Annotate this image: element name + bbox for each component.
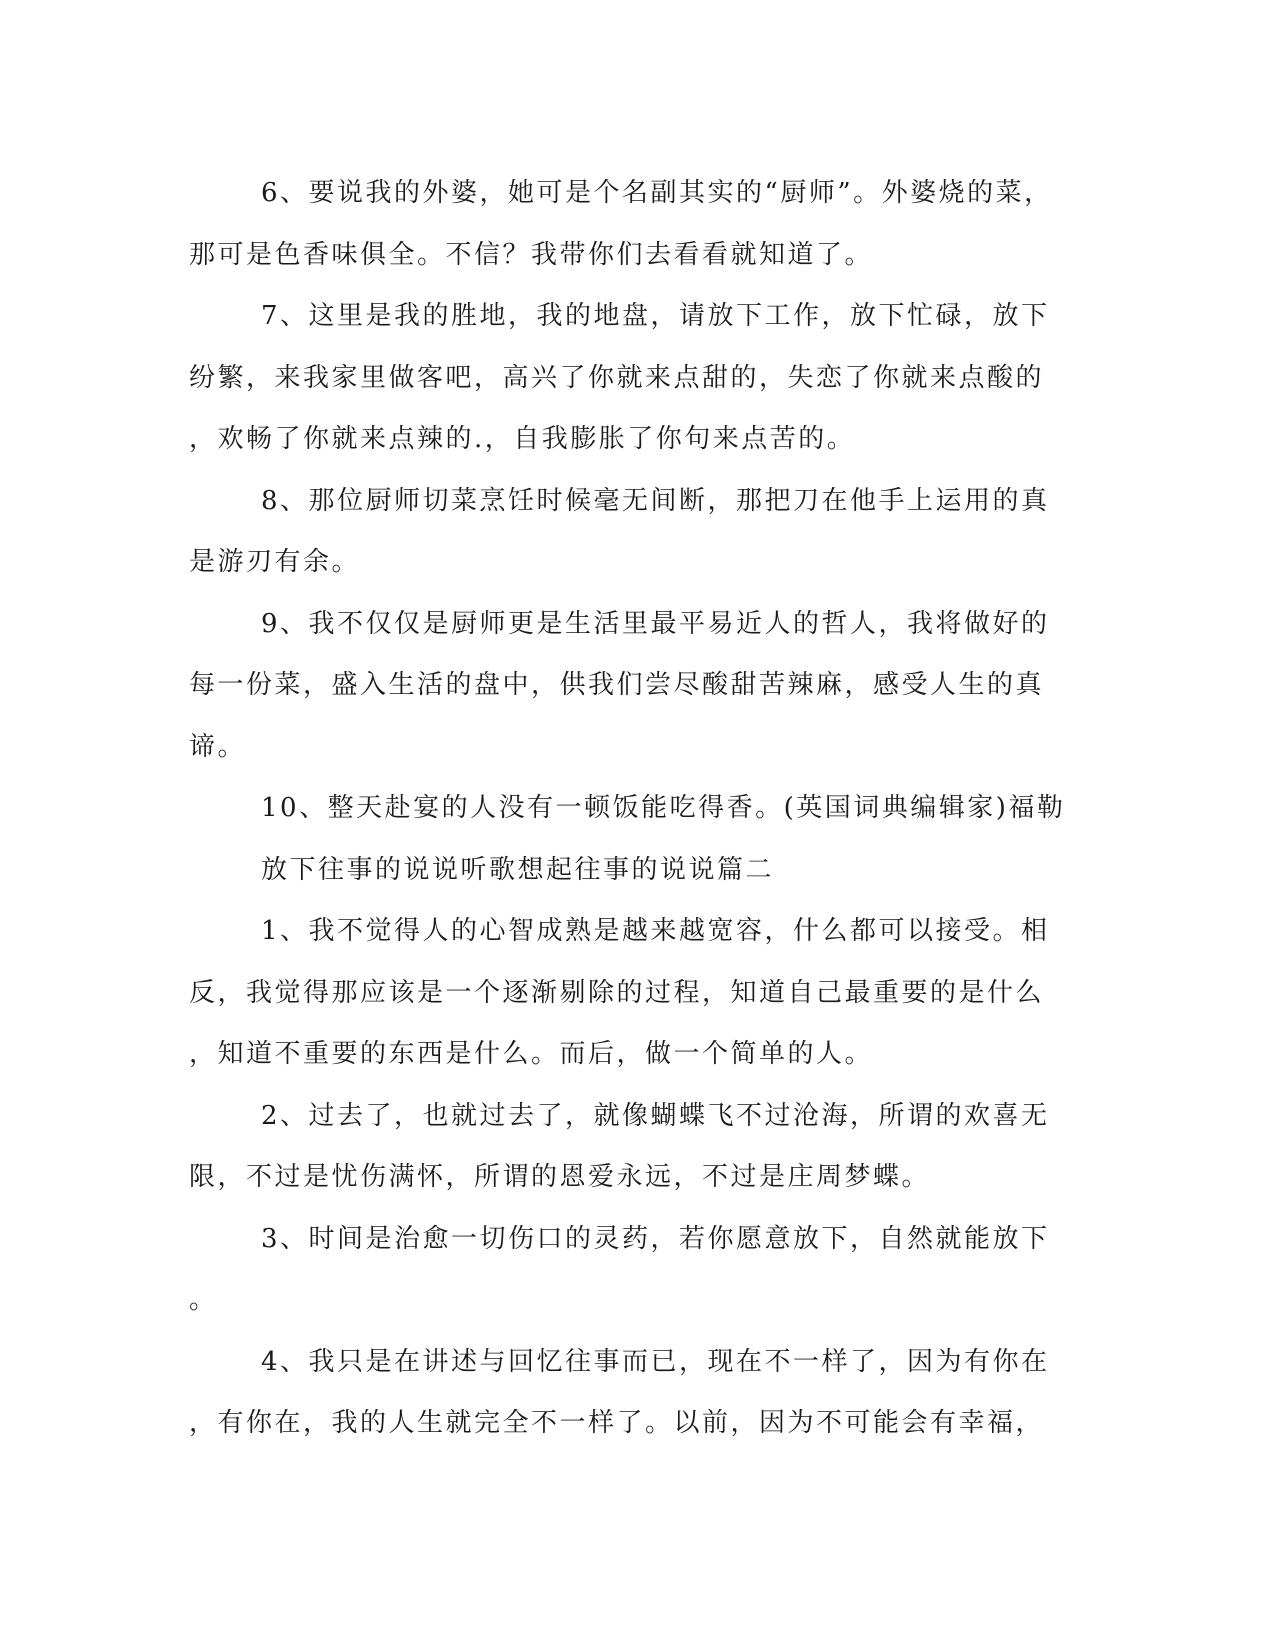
text-line: ，欢畅了你就来点辣的.，自我膨胀了你句来点苦的。 (189, 424, 856, 454)
text-line: 。 (189, 1285, 218, 1315)
text-line: 6、要说我的外婆，她可是个名副其实的“厨师”。外婆烧的菜， (261, 178, 1053, 208)
text-line: ，有你在，我的人生就完全不一样了。以前，因为不可能会有幸福， (189, 1408, 1045, 1438)
text-line: ，知道不重要的东西是什么。而后，做一个简单的人。 (189, 1039, 874, 1069)
document-body (189, 163, 1069, 1455)
text-line: 反，我觉得那应该是一个逐渐剔除的过程，知道自己最重要的是什么 (189, 977, 1045, 1008)
text-line: 9、我不仅仅是厨师更是生活里最平易近人的哲人，我将做好的 (261, 608, 1050, 639)
text-line: 7、这里是我的胜地，我的地盘，请放下工作，放下忙碌，放下 (261, 301, 1050, 331)
text-line: 限，不过是忧伤满怀，所谓的恩爱永远，不过是庄周梦蝶。 (189, 1162, 931, 1192)
text-line: 4、我只是在讲述与回忆往事而已，现在不一样了，因为有你在 (261, 1346, 1050, 1377)
text-line: 8、那位厨师切菜烹饪时候毫无间断，那把刀在他手上运用的真 (261, 485, 1050, 516)
text-line: 3、时间是治愈一切伤口的灵药，若你愿意放下，自然就能放下 (261, 1223, 1050, 1254)
text-line: 10、整天赴宴的人没有一顿饭能吃得香。(英国词典编辑家)福勒 (261, 793, 1066, 823)
text-line: 2、过去了，也就过去了，就像蝴蝶飞不过沧海，所谓的欢喜无 (261, 1100, 1050, 1131)
text-line: 每一份菜，盛入生活的盘中，供我们尝尽酸甜苦辣麻，感受人生的真 (189, 670, 1045, 700)
text-line: 纷繁，来我家里做客吧，高兴了你就来点甜的，失恋了你就来点酸的 (189, 362, 1045, 393)
text-line: 是游刃有余。 (189, 547, 361, 577)
text-line: 谛。 (189, 731, 247, 762)
text-line: 1、我不觉得人的心智成熟是越来越宽容，什么都可以接受。相 (261, 916, 1050, 946)
section-heading: 放下往事的说说听歌想起往事的说说篇二 (261, 854, 775, 885)
text-line: 那可是色香味俱全。不信？我带你们去看看就知道了。 (189, 239, 874, 270)
